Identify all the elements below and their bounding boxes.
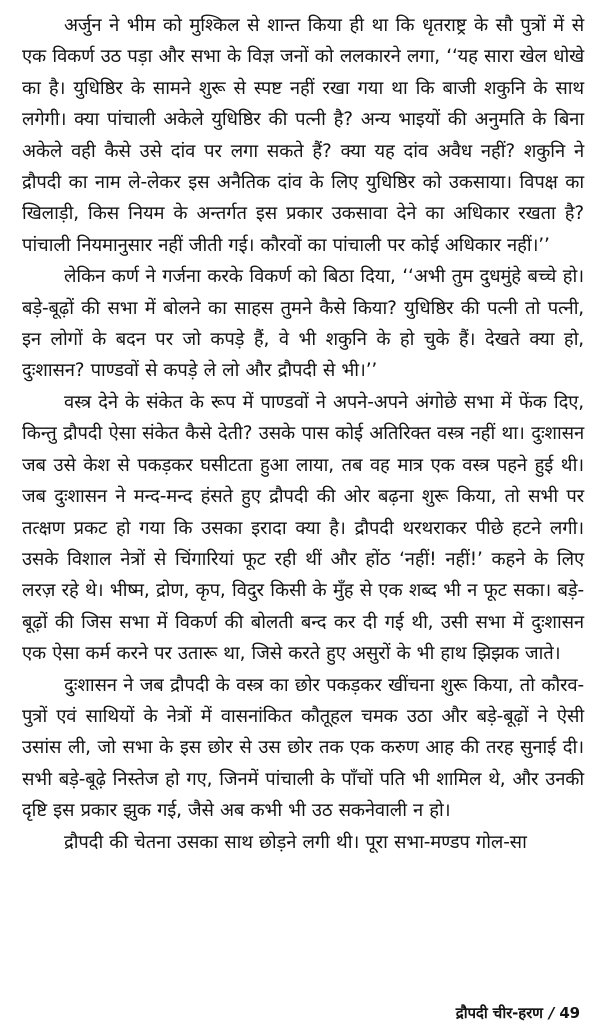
page-footer [456,1003,580,1023]
paragraph-garment-signal: वस्त्र देने के संकेत के रूप में पाण्डवों ने अपने-अपने अंगोछे सभा में फेंक दिए, किन्तु द्रौपदी ऐसा संकेत कैसे देती? उसके पास कोई अतिरिक्त वस्त्र नहीं था। दुःशासन जब उसे केश से पकड़कर घसीटता हुआ लाया, तब वह मात्र एक वस्त्र पहने हुई थी। जब दुःशासन ने मन्द-मन्द हंसते हुए द्रौपदी की ओर बढ़ना शुरू किया, तो सभी पर तत्क्षण प्रकट हो गया कि उसका इरादा क्या है। द्रौपदी थरथराकर पीछे हटने लगी। उसके विशाल नेत्रों से चिंगारियां फूट रही थीं और होंठ ‘नहीं! नहीं!’ कहने के लिए लरज़ रहे थे। भीष्म, द्रोण, कृप, विदुर किसी के मुँह से एक शब्द भी न फूट सका। बड़े-बूढ़ों की जिस सभा में विकर्ण की बोलती बन्द कर दी गई थी, उसी सभा में दुःशासन एक ऐसा कर्म करने पर उतारू था, जिसे करते हुए असुरों के भी हाथ झिझक जाते। [22,391,584,665]
paragraph-vikarna-objection: अर्जुन ने भीम को मुश्किल से शान्त किया ही था कि धृतराष्ट्र के सौ पुत्रों में से एक विकर्ण उठ पड़ा और सभा के विज्ञ जनों को ललकारने लगा, ‘‘यह सारा खेल धोखे का है। युधिष्ठिर के सामने शुरू से स्पष्ट नहीं रखा गया था कि बाजी शकुनि के साथ लगेगी। क्या पांचाली अकेले युधिष्ठिर की पत्नी है? अन्य भाइयों की अनुमति के बिना अकेले वही कैसे उसे दांव पर लगा सकते हैं? क्या यह दांव अवैध नहीं? शकुनि ने द्रौपदी का नाम ले-लेकर इस अनैतिक दांव के लिए युधिष्ठिर को उकसाया। विपक्ष का खिलाड़ी, किस नियम के अन्तर्गत इस प्रकार उकसावा देने का अधिकार रखता है? पांचाली नियमानुसार नहीं जीती गई। कौरवों का पांचाली पर कोई अधिकार नहीं।’’ [22,15,584,256]
footer-separator: / [548,1004,555,1022]
running-title: द्रौपदी चीर-हरण [455,1004,543,1022]
paragraph-karna-reply: लेकिन कर्ण ने गर्जना करके विकर्ण को बिठा दिया, ‘‘अभी तुम दुधमुंहे बच्चे हो। बड़े-बूढ़ों की सभा में बोलने का साहस तुमने कैसे किया? युधिष्ठिर की पत्नी तो पत्नी, इन लोगों के बदन पर जो कपड़े हैं, वे भी शकुनि के हो चुके हैं। देखते क्या हो, दुःशासन? पाण्डवों से कपड़े ले लो और द्रौपदी से भी।’’ [22,266,584,382]
paragraph-consciousness: द्रौपदी की चेतना उसका साथ छोड़ने लगी थी। पूरा सभा-मण्डप गोल-सा [64,831,527,853]
page-number: 49 [559,1004,580,1022]
paragraph-disrobing: दुःशासन ने जब द्रौपदी के वस्त्र का छोर पकड़कर खींचना शुरू किया, तो कौरव-पुत्रों एवं साथियों के नेत्रों में वासनांकित कौतूहल चमक उठा और बड़े-बूढ़ों ने ऐसी उसांस ली, जो सभा के इस छोर से उस छोर तक एक करुण आह की तरह सुनाई दी। सभी बड़े-बूढ़े निस्तेज हो गए, जिनमें पांचाली के पाँचों पति भी शामिल थे, और उनकी दृष्टि इस प्रकार झुक गई, जैसे अब कभी भी उठ सकनेवाली न हो। [22,674,584,822]
